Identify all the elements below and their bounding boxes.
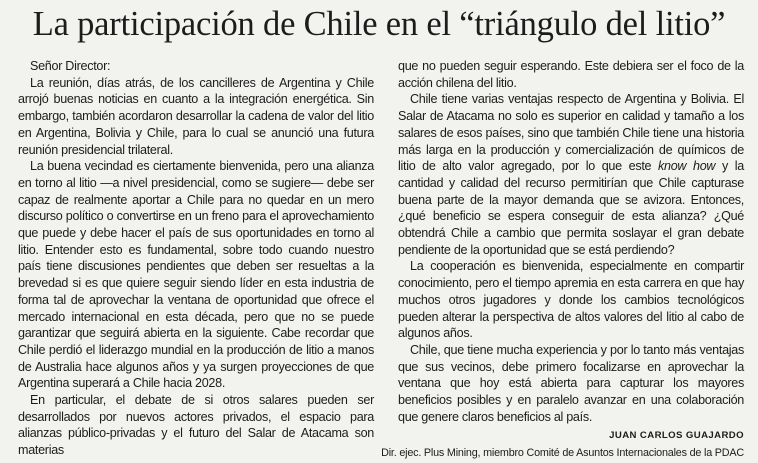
salutation: Señor Director: (30, 59, 111, 73)
signer-role: Dir. ejec. Plus Mining, miembro Comité de Asuntos Internacionales de la PDAC (381, 447, 744, 460)
paragraph-6: Chile, que tiene mucha experiencia y por lo tanto más ventajas que sus vecinos, debe primero focalizarse en aprovechar la ventana que hoy está abierta para capturar los mayores beneficios posibles y en paralelo avanzar en una colaboración que genere claros beneficios al país. (398, 342, 744, 424)
headline: La participación de Chile en el “triángulo del litio” (32, 5, 726, 43)
paragraph-4 (398, 91, 744, 258)
paragraph-4-part-a: Chile tiene varias ventajas respecto de Argentina y Bolivia. El Salar de Atacama no solo es superior en calidad y tamaño a los salares de esos países, sino que también Chile tiene una historia más larga en la producción y comercialización de químicos de litio de alto valor agregado, por lo que este (398, 92, 744, 174)
signer-name: JUAN CARLOS GUAJARDO (609, 430, 744, 442)
paragraph-3: En particular, el debate de si otros salares pueden ser desarrollados por nuevos actores privados, el espacio para alianzas público-privadas y el futuro del Salar de Atacama son materias (18, 393, 374, 458)
paragraph-4-emphasis: know how (658, 159, 716, 174)
paragraph-5: La cooperación es bienvenida, especialmente en compartir conocimiento, pero el tiempo apremia en esta carrera en que hay muchos otros jugadores y donde los cambios tecnológicos pueden alterar la perspectiva de altos valores del litio al cabo de algunos años. (398, 259, 744, 341)
paragraph-2: La buena vecindad es ciertamente bienvenida, pero una alianza en torno al litio —a nivel presidencial, como se sugiere— debe ser capaz de realmente aportar a Chile para no quedar en un mero discurso político o convertirse en un freno para el aprovechamiento que puede y debe hacer el país de sus oportunidades en torno al litio. Entender esto es fundamental, sobre todo cuando nuestro país tiene discusiones pendientes que deben ser resueltas a la brevedad si es que quiere seguir siendo líder en esta industria de forma tal de aprovechar la ventana de oportunidad que ofrece el mercado internacional en esta década, pero que no se puede garantizar que seguirá abierta en la siguiente. Cabe recordar que Chile perdió el liderazgo mundial en la producción de litio a manos de Australia hace algunos años y ya surgen proyecciones de que Argentina superará a Chile hacia 2028. (18, 159, 374, 391)
column-right (381, 58, 744, 460)
paragraph-3-continued: que no pueden seguir esperando. Este debiera ser el foco de la acción chilena del litio. (398, 59, 744, 90)
column-left (18, 58, 374, 459)
paragraph-1: La reunión, días atrás, de los cancilleres de Argentina y Chile arrojó buenas noticias en cuanto a la integración energética. Sin embargo, también acordaron desarrollar la cadena de valor del litio en Argentina, Bolivia y Chile, para lo cual se anunció una futura reunión presidencial trilateral. (18, 75, 374, 157)
paragraph-4-part-b: y la cantidad y calidad del recurso permitirían que Chile capturase buena parte de la mayor demanda que se avizora. Entonces, ¿qué beneficio se espera conseguir de esta alianza? ¿Qué obtendrá Chile a cambio que permita soslayar el gran debate pendiente de la oportunidad que se está perdiendo? (398, 159, 744, 257)
